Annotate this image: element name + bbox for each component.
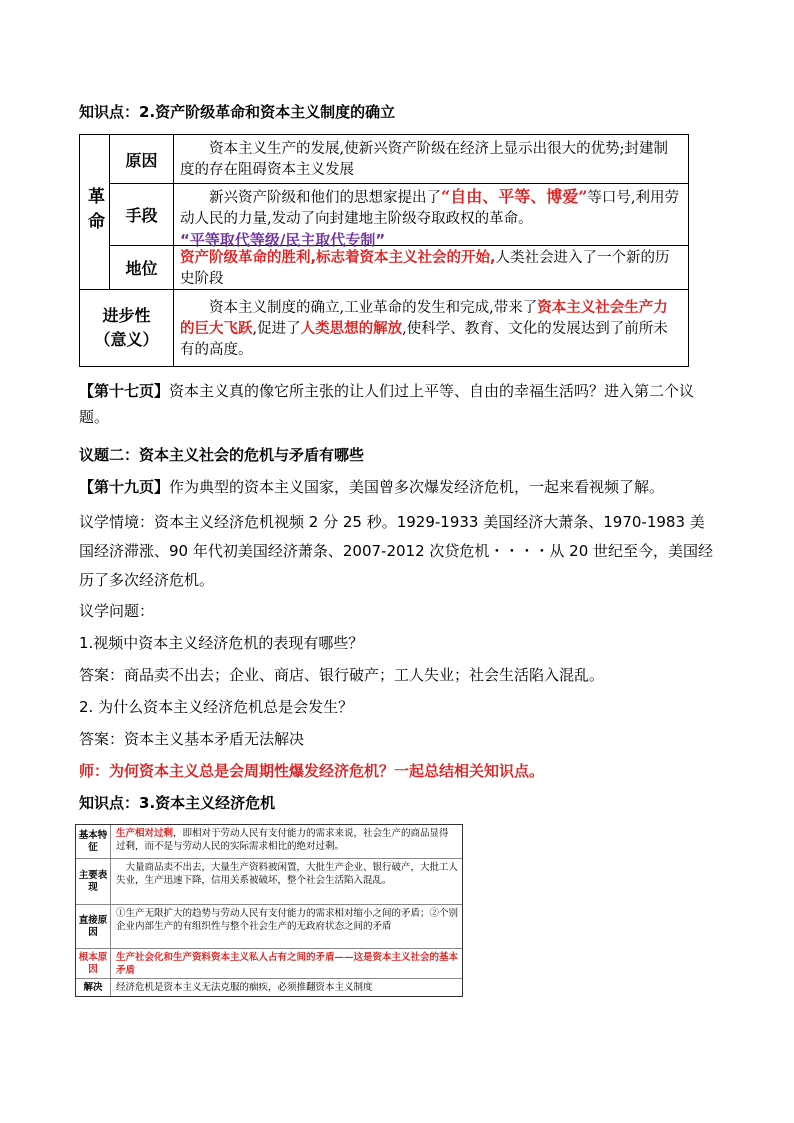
row-text: ①生产无限扩大的趋势与劳动人民有支付能力的需求相对缩小之间的矛盾；②个别企业内部生产的有组织性与整个社会生产的无政府状态之间的矛盾 [116, 908, 459, 932]
table-row [76, 904, 462, 948]
group-label-cell [80, 135, 110, 290]
economic-crisis-table [75, 824, 463, 997]
page19-paragraph: 【第十九页】作为典型的资本主义国家，美国曾多次爆发经济危机，一起来看视频了解。 [79, 478, 665, 496]
row-label: 主要表现 [76, 859, 111, 904]
table-row [76, 825, 462, 858]
page17-paragraph: 【第十七页】资本主义真的像它所主张的让人们过上平等、自由的幸福生活吗？进入第二个议题。 [79, 382, 695, 426]
questions-title: 议学问题： [79, 602, 155, 620]
revolution-table [79, 134, 689, 367]
table-row [76, 858, 462, 904]
kp2-title: 2.资产阶级革命和资本主义制度的确立 [139, 103, 396, 121]
answer-2: 答案：资本主义基本矛盾无法解决 [79, 730, 305, 748]
row-text: 生产相对过剩，即相对于劳动人民有支付能力的需求来说，社会生产的商品显得过剩，而不是与劳动人民的实际需求相比的绝对过剩。 [116, 828, 449, 852]
question-2: 2. 为什么资本主义经济危机总是会发生？ [79, 698, 354, 716]
page19-bracket: 【第十九页】 [79, 478, 170, 496]
row-text-significance: 资本主义制度的确立,工业革命的发生和完成,带来了资本主义社会生产力的巨大飞跃,促进了人类思想的解放,使科学、教育、文化的发展达到了前所未有的高度。 [180, 300, 668, 358]
group-label: 革命 [84, 187, 104, 237]
learning-context: 议学情境：资本主义经济危机视频 2 分 25 秒。1929-1933 美国经济大萧条、1970-1983 美国经济滞涨、90 年代初美国经济萧条、2007-2012 次贷危机・・・・从 20 世纪至今，美国经历了多次经济危机。 [79, 513, 714, 589]
row-text: 经济危机是资本主义无法克服的痼疾，必须推翻资本主义制度 [116, 982, 373, 993]
row-label-reason: 原因 [110, 135, 174, 184]
kp3-label: 知识点： [79, 794, 140, 812]
productivity-leap-text: 资本主义社会生产力的巨大飞跃 [180, 300, 668, 337]
row-label: 基本特征 [76, 825, 111, 858]
row-label: 解决 [76, 979, 111, 996]
purple-note: “平等取代等级/民主取代专制” [180, 231, 386, 249]
row-label-significance: 进步性 （意义） [80, 290, 174, 366]
topic2-heading: 议题二：资本主义社会的危机与矛盾有哪些 [79, 446, 365, 464]
row-label-status: 地位 [110, 246, 174, 290]
row-label-means: 手段 [110, 184, 174, 246]
status-red-text: 资产阶级革命的胜利,标志着资本主义社会的开始, [180, 250, 496, 266]
table-row [76, 948, 462, 978]
thought-liberation-text: 人类思想的解放 [300, 321, 403, 337]
row-text-means: 新兴资产阶级和他们的思想家提出了“自由、平等、博爱”等口号,利用劳动人民的力量,发动了向封建地主阶级夺取政权的革命。 “平等取代等级/民主取代专制” [174, 184, 688, 246]
kp2-heading [79, 101, 395, 122]
slogan-liberty-equality-fraternity: “自由、平等、博爱” [441, 187, 588, 206]
kp2-label: 知识点： [79, 103, 140, 121]
row-text: 生产社会化和生产资料资本主义私人占有之间的矛盾——这是资本主义社会的基本矛盾 [116, 952, 459, 976]
answer-1: 答案：商品卖不出去；企业、商店、银行破产；工人失业；社会生活陷入混乱。 [79, 666, 605, 684]
row-text-status: 资产阶级革命的胜利,标志着资本主义社会的开始,人类社会进入了一个新的历史阶段 [174, 246, 688, 290]
row-text: 大量商品卖不出去，大量生产资料被闲置，大批生产企业、银行破产，大批工人失业，生产迅速下降，信用关系被破坏，整个社会生活陷入混乱。 [116, 862, 459, 886]
row-text-reason: 资本主义生产的发展,使新兴资产阶级在经济上显示出很大的优势;封建制度的存在阻碍资本主义发展 [174, 135, 688, 184]
row-label: 根本原因 [76, 949, 111, 978]
page17-bracket: 【第十七页】 [79, 382, 170, 400]
table-row [76, 978, 462, 996]
kp3-heading [79, 792, 275, 813]
question-1: 1.视频中资本主义经济危机的表现有哪些？ [79, 634, 364, 652]
teacher-prompt: 师：为何资本主义总是会周期性爆发经济危机？一起总结相关知识点。 [79, 762, 545, 780]
kp3-title: 3.资本主义经济危机 [139, 794, 276, 812]
relative-overproduction-text: 生产相对过剩 [116, 828, 174, 839]
row-label: 直接原因 [76, 905, 111, 948]
